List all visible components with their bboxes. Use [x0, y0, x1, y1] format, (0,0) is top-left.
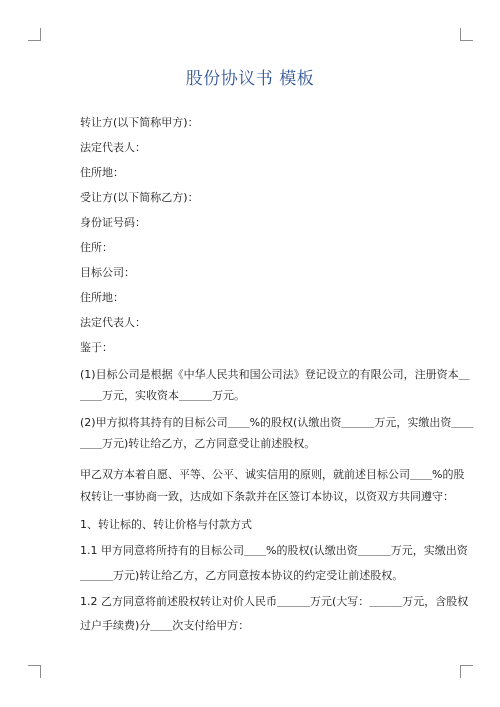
paragraph-1 [80, 368, 470, 403]
clause-1-1-line-2: ＿＿＿万元)转让给乙方，乙方同意按本协议的约定受让前述股权。 [80, 569, 404, 582]
crop-mark-top-right [460, 28, 473, 41]
crop-mark-bottom-left [28, 665, 41, 678]
clause-1-2-line-2: 过户手续费)分＿＿次支付给甲方： [80, 619, 250, 632]
paragraph-1-line-2: ＿＿万元，实收资本＿＿＿万元。 [80, 389, 245, 402]
field-transferee: 受让方(以下简称乙方)： [80, 191, 199, 204]
field-address: 住所地： [80, 166, 124, 179]
document-title: 股份协议书 模板 [185, 69, 315, 89]
crop-mark-bottom-right [460, 665, 473, 678]
paragraph-3-line-1: 甲乙双方本着自愿、平等、公平、诚实信用的原则，就前述目标公司＿＿%的股 [80, 468, 465, 481]
clause-1-1 [80, 544, 468, 583]
clause-1-1-line-1: 1.1 甲方同意将所持有的目标公司＿＿%的股权(认缴出资＿＿＿万元，实缴出资 [80, 544, 468, 557]
paragraph-1-line-1: (1)目标公司是根据《中华人民共和国公司法》登记设立的有限公司，注册资本＿ [80, 368, 470, 381]
field-company-address: 住所地： [80, 291, 124, 304]
field-company-legal-rep: 法定代表人： [80, 316, 146, 329]
field-transferor: 转让方(以下简称甲方)： [80, 116, 199, 129]
field-whereas: 鉴于： [80, 341, 113, 354]
paragraph-2-line-1: (2)甲方拟将其持有的目标公司＿＿%的股权(认缴出资＿＿＿万元，实缴出资＿＿ [80, 416, 474, 429]
paragraph-3 [80, 468, 465, 504]
section-1-heading-text: 1、转让标的、转让价格与付款方式 [80, 518, 252, 531]
field-target-company: 目标公司： [80, 266, 135, 279]
clause-1-2-line-1: 1.2 乙方同意将前述股权转让对价人民币＿＿＿万元(大写：＿＿＿万元，含股权 [80, 595, 469, 608]
crop-mark-top-left [28, 28, 41, 41]
field-residence: 住所： [80, 241, 113, 254]
field-legal-rep: 法定代表人： [80, 141, 146, 154]
paragraph-2-line-2: ＿＿万元)转让给乙方，乙方同意受让前述股权。 [80, 437, 316, 450]
paragraph-3-line-2: 权转让一事协商一致，达成如下条款并在区签订本协议，以资双方共同遵守： [80, 490, 454, 503]
field-id-number: 身份证号码： [80, 216, 146, 229]
clause-1-2 [80, 595, 469, 633]
section-1-heading [80, 518, 420, 532]
paragraph-2 [80, 416, 474, 451]
